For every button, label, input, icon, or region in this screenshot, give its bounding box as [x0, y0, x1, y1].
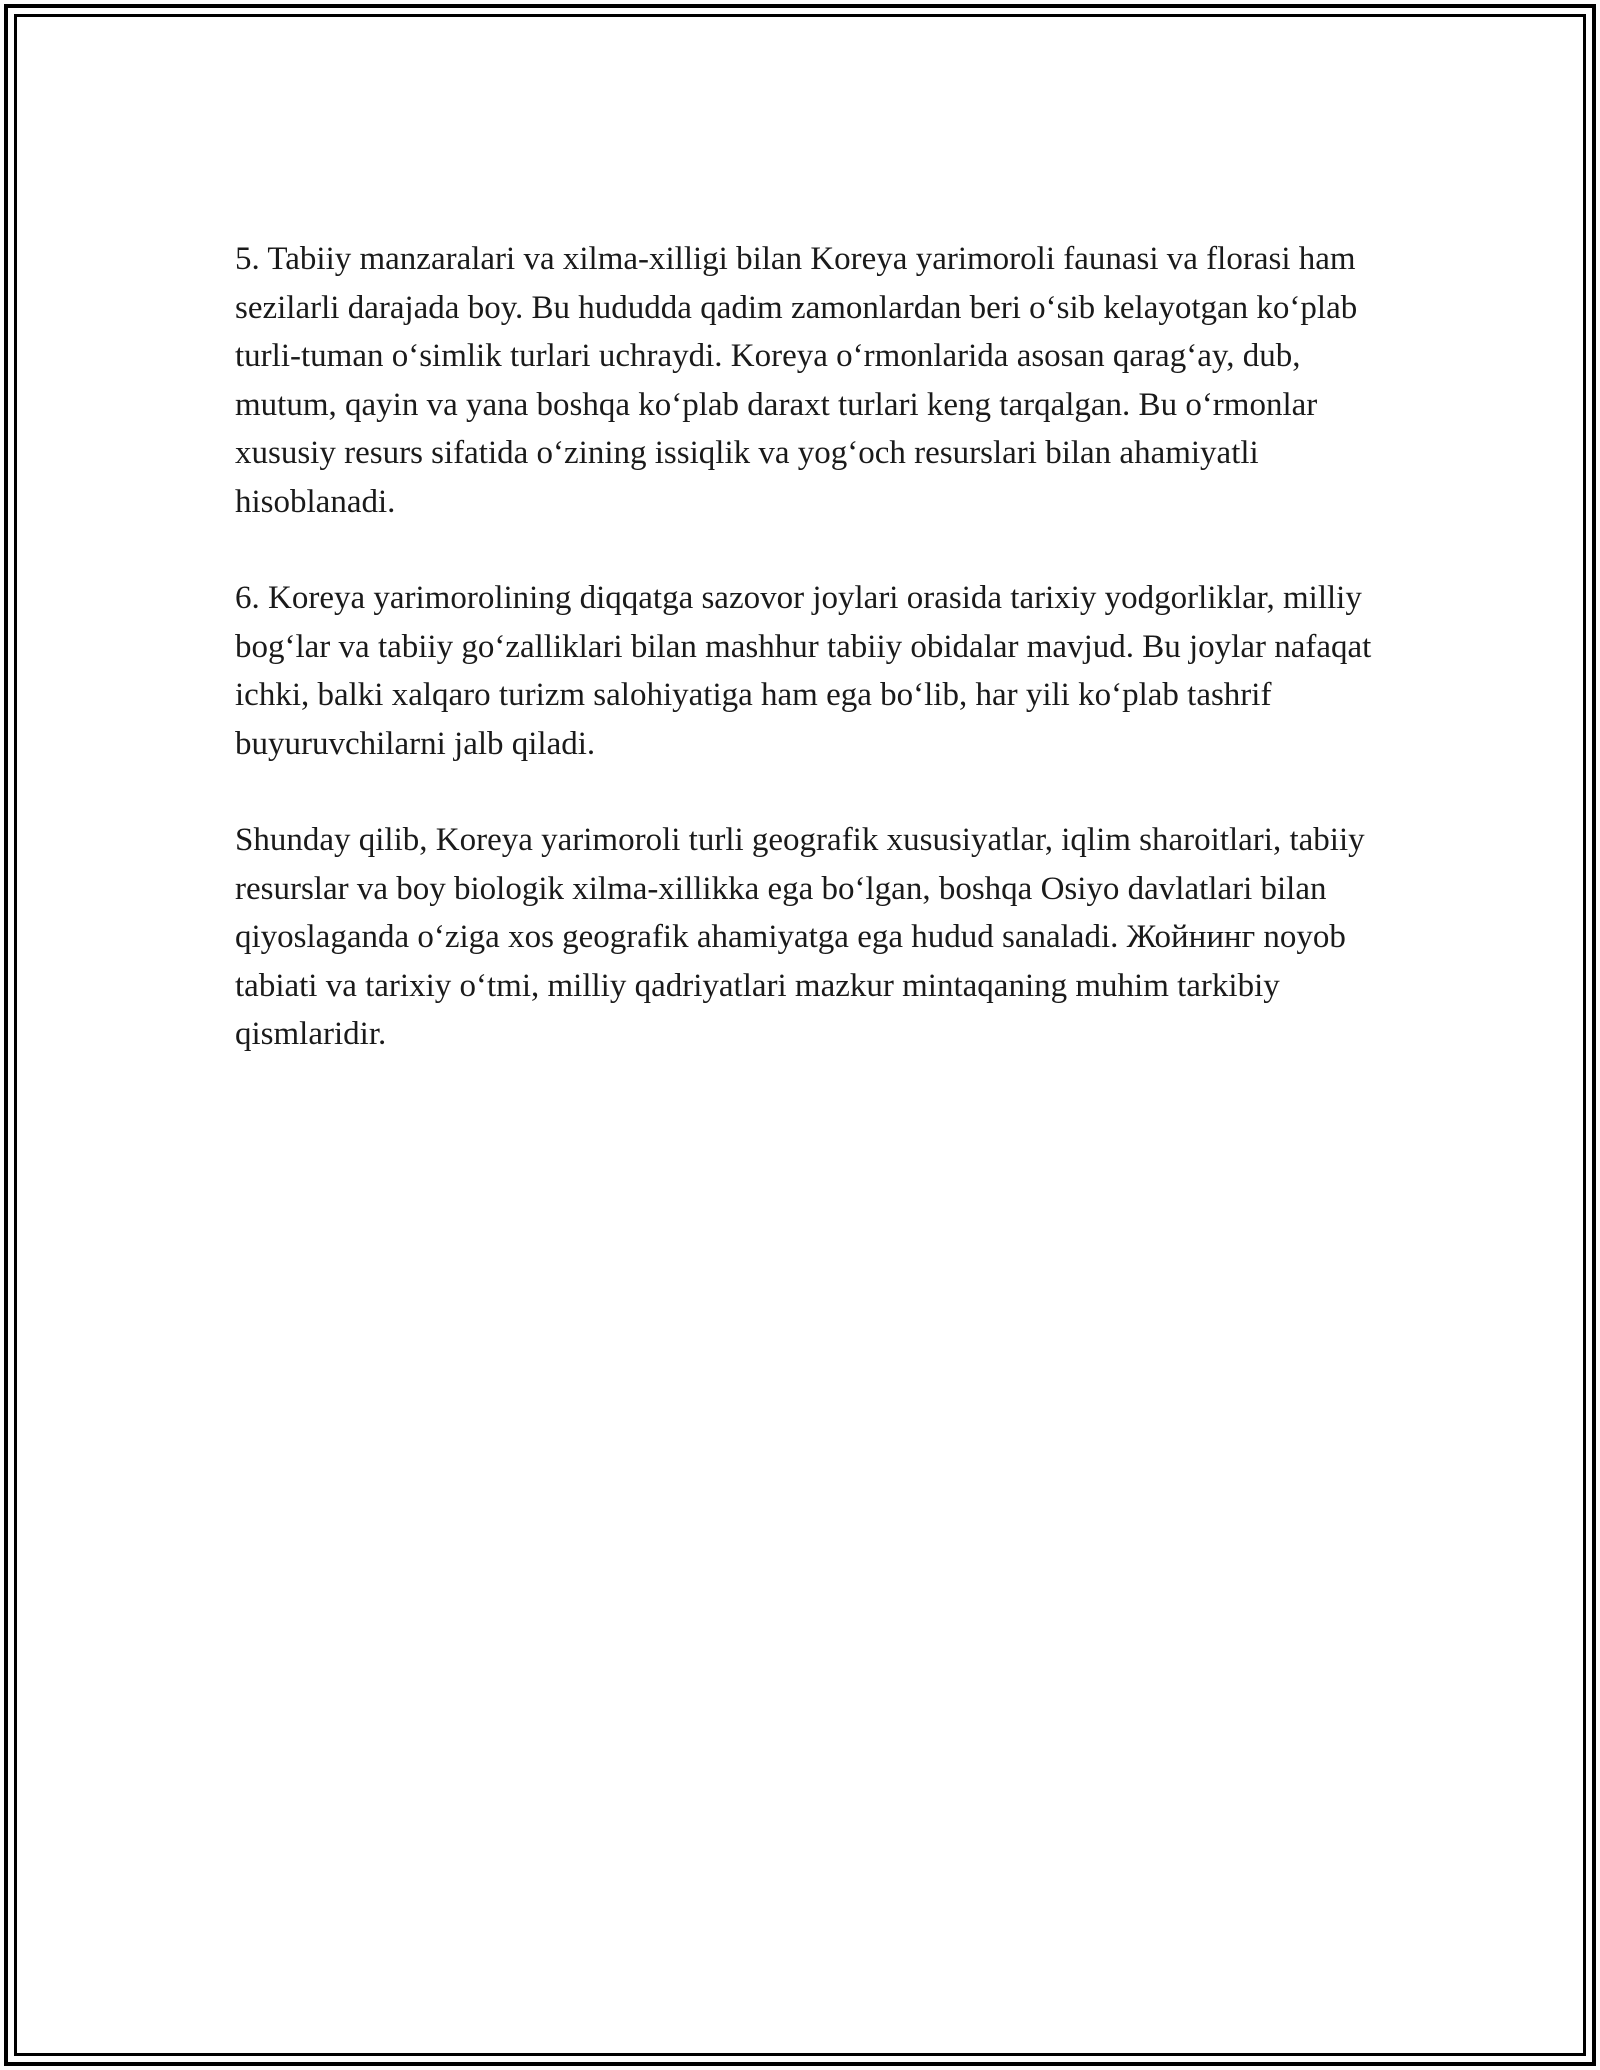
- paragraph-conclusion: Shunday qilib, Koreya yarimoroli turli geografik xususiyatlar, iqlim sharoitlari, tabiiy resurslar va boy biologik xilma-xillikka ega bo‘lgan, boshqa Osiyo davlatlari bilan qiyoslaganda o‘ziga xos geografik ahamiyatga ega hudud sanaladi. Жойнинг noyob tabiati va tarixiy o‘tmi, milliy qadriyatlari mazkur mintaqaning muhim tarkibiy qismlaridir.: [235, 822, 1365, 1052]
- paragraph-landmarks: 6. Koreya yarimorolining diqqatga sazovor joylari orasida tarixiy yodgorliklar, milliy bog‘lar va tabiiy go‘zalliklari bilan mashhur tabiiy obidalar mavjud. Bu joylar nafaqat ichki, balki xalqaro turizm salohiyatiga ham ega bo‘lib, har yili ko‘plab tashrif buyuruvchilarni jalb qiladi.: [235, 580, 1372, 762]
- paragraph-flora-fauna: 5. Tabiiy manzaralari va xilma-xilligi bilan Koreya yarimoroli faunasi va florasi ham sezilarli darajada boy. Bu hududda qadim zamonlardan beri o‘sib kelayotgan ko‘plab turli-tuman o‘simlik turlari uchraydi. Koreya o‘rmonlarida asosan qarag‘ay, dub, mutum, qayin va yana boshqa ko‘plab daraxt turlari keng tarqalgan. Bu o‘rmonlar xususiy resurs sifatida o‘zining issiqlik va yog‘och resurslari bilan ahamiyatli hisoblanadi.: [235, 241, 1358, 520]
- document-body: [235, 235, 1380, 1059]
